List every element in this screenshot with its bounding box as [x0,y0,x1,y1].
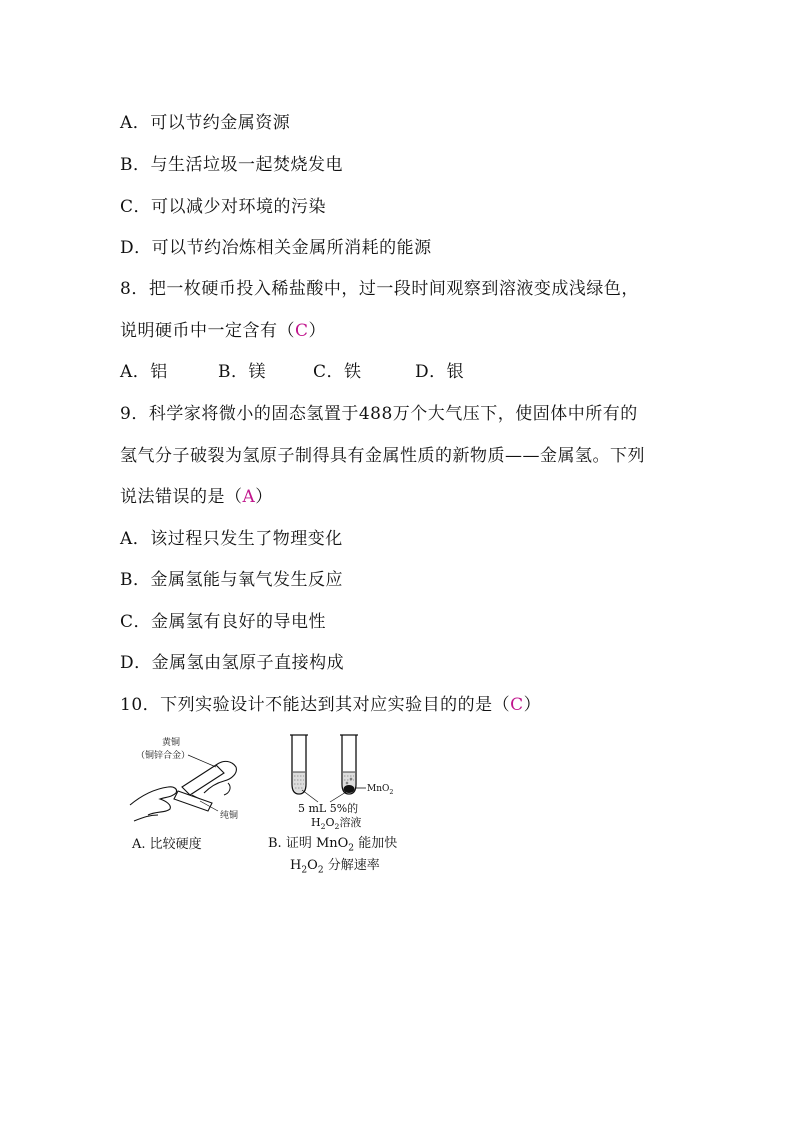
figure-a-label-alloy: （铜锌合金） [136,751,191,761]
q7-option-c: C．可以减少对环境的污染 [120,197,327,217]
figure-b-label-solution: $H_2O_2$溶液 [311,816,362,832]
q8-options [120,357,464,382]
q9-stem-suffix: ） [255,487,273,507]
q8-stem-line2 [120,316,326,341]
q10-stem-suffix: ） [523,695,542,715]
q7-option-a: A．可以节约金属资源 [120,113,291,133]
q9-option-a: A．该过程只发生了物理变化 [120,529,343,549]
figure-b-label-catalyst: MnO$_2$ [367,784,394,796]
q9-stem-prefix: 说法错误的是（ [120,487,243,507]
figure-b-caption-line2: $H_2O_2$ 分解速率 [290,858,380,876]
q10-stem-prefix: 10．下列实验设计不能达到其对应实验目的的是（ [120,695,511,715]
figure-a-label-brass: 黄铜 [162,738,181,748]
q8-answer: C [295,321,309,341]
q7-option-d: D．可以节约冶炼相关金属所消耗的能源 [120,238,432,258]
figure-a-label-copper: 纯铜 [220,811,239,821]
q8-stem-line1: 8．把一枚硬币投入稀盐酸中，过一段时间观察到溶液变成浅绿色， [120,279,639,299]
figure-b-caption-line1: B. 证明 MnO$_2$ 能加快 [268,836,398,854]
q10-stem [120,690,541,715]
q8-option-d: D．银 [415,362,465,382]
q9-answer: A [242,487,256,507]
q9-option-b: B．金属氢能与氧气发生反应 [120,570,343,590]
q8-option-b: B．镁 [218,362,266,382]
q8-option-a: A．铝 [120,362,168,382]
q8-stem-prefix: 说明硬币中一定含有（ [120,321,295,341]
figure-b [262,732,432,882]
figure-b-label-volume: 5 mL 5%的 [298,802,359,815]
q9-stem-line3 [120,482,273,507]
q9-option-c: C．金属氢有良好的导电性 [120,612,327,632]
q7-option-b: B．与生活垃圾一起焚烧发电 [120,155,343,175]
q9-stem-line1: 9．科学家将微小的固态氢置于488万个大气压下，使固体中所有的 [120,404,638,424]
q9-stem-line2: 氢气分子破裂为氢原子制得具有金属性质的新物质——金属氢。下列 [120,446,645,466]
figure-a [120,735,250,860]
q10-answer: C [510,695,524,715]
q8-stem-suffix: ） [308,321,327,341]
q8-option-c: C．铁 [313,362,362,382]
figure-a-caption: A. 比较硬度 [132,837,202,852]
q9-option-d: D．金属氢由氢原子直接构成 [120,653,345,673]
